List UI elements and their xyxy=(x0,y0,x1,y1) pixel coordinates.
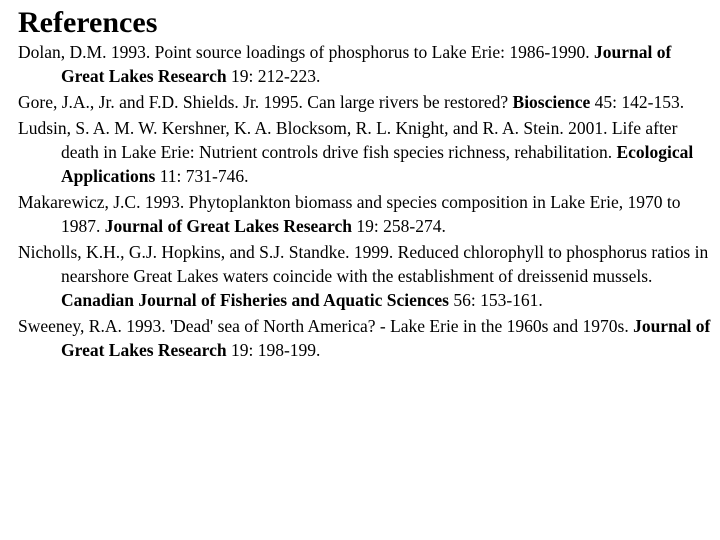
reference-text: Sweeney, R.A. 1993. 'Dead' sea of North America? - Lake Erie in the 1960s and 1970s. xyxy=(18,316,629,336)
reference-item xyxy=(18,240,718,312)
reference-text: Ludsin, S. A. M. W. Kershner, K. A. Blocksom, R. L. Knight, and R. A. Stein. 2001. Life after death in Lake Erie: Nutrient controls drive fish species richness, rehabilitation. xyxy=(18,118,678,162)
reference-text: Nicholls, K.H., G.J. Hopkins, and S.J. Standke. 1999. Reduced chlorophyll to phosphorus ratios in nearshore Great Lakes waters coincide with the establishment of dreissenid mussels. xyxy=(18,242,709,286)
reference-item xyxy=(18,40,718,88)
reference-citation: 19: 258-274. xyxy=(356,216,446,236)
page-title: References xyxy=(18,6,158,39)
reference-text: Dolan, D.M. 1993. Point source loadings of phosphorus to Lake Erie: 1986-1990. xyxy=(18,42,590,62)
reference-item xyxy=(18,90,718,114)
reference-citation: 56: 153-161. xyxy=(453,290,543,310)
reference-citation: 11: 731-746. xyxy=(159,166,249,186)
reference-journal: Bioscience xyxy=(512,92,591,112)
reference-citation: 45: 142-153. xyxy=(594,92,685,112)
reference-text: Makarewicz, J.C. 1993. Phytoplankton biomass and species composition in Lake Erie, 1970 to 1987. xyxy=(18,192,681,236)
reference-journal: Journal of Great Lakes Research xyxy=(61,42,672,86)
reference-citation: 19: 212-223. xyxy=(230,66,321,86)
reference-citation: 19: 198-199. xyxy=(230,340,321,360)
reference-list xyxy=(18,40,718,364)
reference-item xyxy=(18,190,718,238)
reference-item xyxy=(18,116,718,188)
reference-text: Gore, J.A., Jr. and F.D. Shields. Jr. 1995. Can large rivers be restored? xyxy=(18,92,509,112)
reference-journal: Journal of Great Lakes Research xyxy=(61,316,711,360)
reference-journal: Ecological Applications xyxy=(61,142,694,186)
reference-journal: Journal of Great Lakes Research xyxy=(104,216,352,236)
reference-item xyxy=(18,314,718,362)
reference-journal: Canadian Journal of Fisheries and Aquatic Sciences xyxy=(61,290,449,310)
